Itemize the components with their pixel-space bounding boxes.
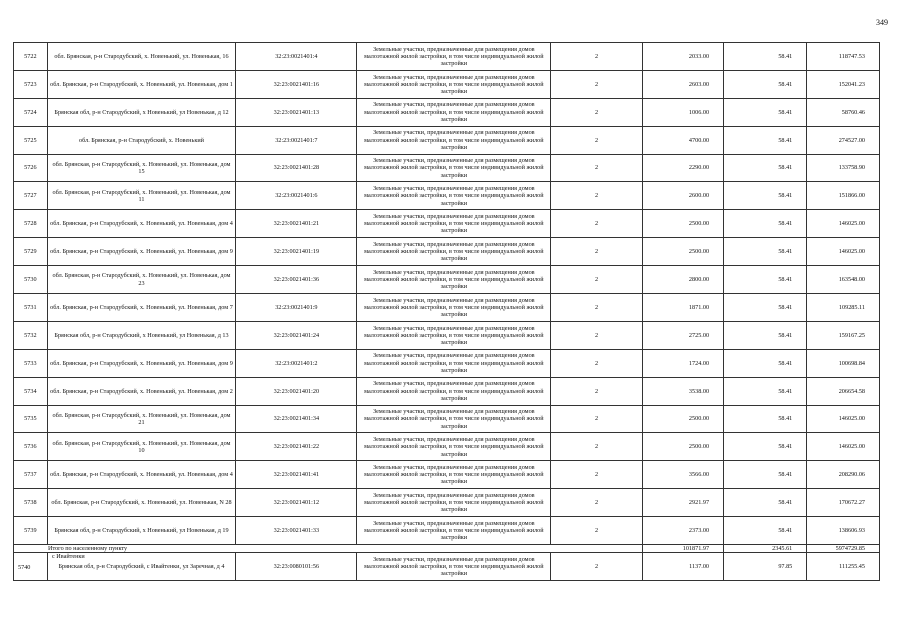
land-use-cell: Земельные участки, предназначенные для размещения домов малоэтажной жилой застройки, в том числе индивидуальной жилой застройки (357, 98, 551, 126)
cadastral-value-cell: 118747.53 (807, 43, 880, 71)
cadastral-value-cell: 109285.11 (807, 294, 880, 322)
locality-name: с Ивайтенки (52, 553, 85, 561)
specific-value-cell: 58.41 (724, 433, 807, 461)
table-row (14, 98, 880, 126)
cadastral-number-cell: 32:23:0021401:9 (236, 294, 357, 322)
cadastral-value-table (13, 42, 880, 581)
address-cell: обл. Брянская, р-н Стародубский, х. Новенький, ул. Новенькая, дом 7 (47, 294, 236, 322)
cadastral-value-cell: 146025.00 (807, 433, 880, 461)
cadastral-value-cell: 159167.25 (807, 321, 880, 349)
area-cell: 1724.00 (642, 349, 723, 377)
land-use-cell: Земельные участки, предназначенные для размещения домов малоэтажной жилой застройки, в том числе индивидуальной жилой застройки (357, 377, 551, 405)
row-number: 5731 (14, 294, 48, 322)
group-cell: 2 (551, 126, 643, 154)
area-cell: 2600.00 (642, 182, 723, 210)
address-cell: обл. Брянская, р-н Стародубский, х. Новенький, ул. Новенькая, дом 1 (47, 70, 236, 98)
group-cell: 2 (551, 461, 643, 489)
specific-value-cell: 58.41 (724, 405, 807, 433)
cadastral-number-cell: 32:23:0021401:24 (236, 321, 357, 349)
cadastral-number-cell: 32:23:0021401:21 (236, 210, 357, 238)
land-use-cell: Земельные участки, предназначенные для размещения домов малоэтажной жилой застройки, в том числе индивидуальной жилой застройки (357, 43, 551, 71)
address-cell: обл. Брянская, р-н Стародубский, х. Новенький, ул. Новенькая, N 28 (47, 489, 236, 517)
locality-header-cell (14, 553, 85, 581)
group-cell: 2 (551, 266, 643, 294)
table-row (14, 433, 880, 461)
group-cell: 2 (551, 321, 643, 349)
cadastral-number-cell: 32:23:0021401:22 (236, 433, 357, 461)
specific-value-cell: 58.41 (724, 210, 807, 238)
land-use-cell: Земельные участки, предназначенные для размещения домов малоэтажной жилой застройки, в том числе индивидуальной жилой застройки (357, 489, 551, 517)
address-cell: обл. Брянская, р-н Стародубский, х. Новенький, ул. Новенькая, дом 4 (47, 210, 236, 238)
table-row (14, 405, 880, 433)
table-row (14, 182, 880, 210)
total-label: Итого по населенному пункту (14, 545, 643, 553)
table-body (14, 43, 880, 581)
table-row (14, 210, 880, 238)
group-cell: 2 (551, 182, 643, 210)
total-value: 5974729.85 (807, 545, 880, 553)
group-cell: 2 (551, 98, 643, 126)
area-cell: 2800.00 (642, 266, 723, 294)
row-number: 5730 (14, 266, 48, 294)
address-cell: обл. Брянская, р-н Стародубский, х. Новенький, ул. Новенькая, 16 (47, 43, 236, 71)
cadastral-value-cell: 58760.46 (807, 98, 880, 126)
area-cell: 2290.00 (642, 154, 723, 182)
group-cell: 2 (551, 517, 643, 545)
cadastral-number-cell: 32:23:0021401:33 (236, 517, 357, 545)
cadastral-value-cell: 163548.00 (807, 266, 880, 294)
specific-value-cell: 58.41 (724, 266, 807, 294)
land-use-cell: Земельные участки, предназначенные для размещения домов малоэтажной жилой застройки, в том числе индивидуальной жилой застройки (357, 70, 551, 98)
address-cell: обл. Брянская, р-н Стародубский, х. Новенький, ул. Новенькая, дом 2 (47, 377, 236, 405)
table-row (14, 238, 880, 266)
specific-value-cell: 58.41 (724, 43, 807, 71)
row-number: 5723 (14, 70, 48, 98)
cadastral-number-cell: 32:23:0021401:12 (236, 489, 357, 517)
area-cell: 1871.00 (642, 294, 723, 322)
land-use-cell: Земельные участки, предназначенные для размещения домов малоэтажной жилой застройки, в том числе индивидуальной жилой застройки (357, 433, 551, 461)
cadastral-value-cell: 100698.84 (807, 349, 880, 377)
row-number: 5726 (14, 154, 48, 182)
specific-value-cell: 58.41 (724, 238, 807, 266)
specific-value-cell: 58.41 (724, 154, 807, 182)
area-cell: 3538.00 (642, 377, 723, 405)
cadastral-value-cell: 152041.23 (807, 70, 880, 98)
page-number: 349 (876, 18, 888, 27)
area-cell: 1006.00 (642, 98, 723, 126)
specific-value-cell: 58.41 (724, 517, 807, 545)
specific-value-cell: 58.41 (724, 349, 807, 377)
total-rate: 2345.61 (724, 545, 807, 553)
area-cell: 2603.00 (642, 70, 723, 98)
address-cell: обл. Брянская, р-н Стародубский, х. Новенький, ул. Новенькая, дом 9 (47, 238, 236, 266)
address-cell: Брянская обл, р-н Стародубский, х Новенький, ул Новенькая, д 12 (47, 98, 236, 126)
specific-value-cell: 58.41 (724, 182, 807, 210)
table-row (14, 43, 880, 71)
land-use-cell: Земельные участки, предназначенные для размещения домов малоэтажной жилой застройки, в том числе индивидуальной жилой застройки (357, 349, 551, 377)
area-cell: 4700.00 (642, 126, 723, 154)
address-cell: обл. Брянская, р-н Стародубский, х. Новенький, ул. Новенькая, дом 9 (47, 349, 236, 377)
table-row (14, 294, 880, 322)
table-row (14, 489, 880, 517)
specific-value-cell: 58.41 (724, 70, 807, 98)
land-use-cell: Земельные участки, предназначенные для размещения домов малоэтажной жилой застройки, в том числе индивидуальной жилой застройки (357, 154, 551, 182)
land-use-cell: Земельные участки, предназначенные для размещения домов малоэтажной жилой застройки, в том числе индивидуальной жилой застройки (357, 182, 551, 210)
address-cell: Брянская обл, р-н Стародубский, х Новенький, ул Новенькая, д 19 (47, 517, 236, 545)
table-row (14, 349, 880, 377)
specific-value-cell: 58.41 (724, 377, 807, 405)
row-number: 5734 (14, 377, 48, 405)
area-cell: 2725.00 (642, 321, 723, 349)
cadastral-number-cell: 32:23:0021401:2 (236, 349, 357, 377)
land-use-cell: Земельные участки, предназначенные для размещения домов малоэтажной жилой застройки, в том числе индивидуальной жилой застройки (357, 461, 551, 489)
table-row (14, 70, 880, 98)
row-number: 5729 (14, 238, 48, 266)
cadastral-number-cell: 32:23:0021401:4 (236, 43, 357, 71)
cadastral-number-cell: 32:23:0021401:13 (236, 98, 357, 126)
address-cell: обл. Брянская, р-н Стародубский, х. Новенький, ул. Новенькая, дом 11 (47, 182, 236, 210)
cadastral-number-cell: 32:23:0021401:7 (236, 126, 357, 154)
group-cell: 2 (551, 294, 643, 322)
group-cell: 2 (551, 349, 643, 377)
land-use-cell: Земельные участки, предназначенные для размещения домов малоэтажной жилой застройки, в том числе индивидуальной жилой застройки (357, 126, 551, 154)
row-number: 5732 (14, 321, 48, 349)
area-cell: 2033.00 (642, 43, 723, 71)
row-number: 5736 (14, 433, 48, 461)
group-cell: 2 (551, 238, 643, 266)
cadastral-value-cell: 206654.58 (807, 377, 880, 405)
total-row (14, 545, 880, 553)
table-row (14, 266, 880, 294)
specific-value-cell: 97.85 (724, 553, 807, 581)
group-cell: 2 (551, 433, 643, 461)
land-use-cell: Земельные участки, предназначенные для размещения домов малоэтажной жилой застройки, в том числе индивидуальной жилой застройки (357, 210, 551, 238)
row-number: 5722 (14, 43, 48, 71)
cadastral-value-cell: 111255.45 (807, 553, 880, 581)
row-number: 5727 (14, 182, 48, 210)
area-cell: 1137.00 (642, 553, 723, 581)
table-row (14, 553, 880, 581)
group-cell: 2 (551, 553, 643, 581)
area-cell: 2500.00 (642, 210, 723, 238)
cadastral-value-cell: 274527.00 (807, 126, 880, 154)
group-cell: 2 (551, 210, 643, 238)
area-cell: 2500.00 (642, 238, 723, 266)
cadastral-number-cell: 32:23:0021401:34 (236, 405, 357, 433)
row-number: 5724 (14, 98, 48, 126)
row-number: 5728 (14, 210, 48, 238)
cadastral-value-cell: 138606.93 (807, 517, 880, 545)
row-number: 5733 (14, 349, 48, 377)
specific-value-cell: 58.41 (724, 489, 807, 517)
table-row (14, 126, 880, 154)
area-cell: 2500.00 (642, 433, 723, 461)
cadastral-number-cell: 32:23:0080101:56 (236, 553, 357, 581)
address-cell: обл. Брянская, р-н Стародубский, х. Новенький, ул. Новенькая, дом 4 (47, 461, 236, 489)
cadastral-number-cell: 32:23:0021401:41 (236, 461, 357, 489)
row-number: 5738 (14, 489, 48, 517)
address-cell: обл. Брянская, р-н Стародубский, х. Новенький, ул. Новенькая, дом 15 (47, 154, 236, 182)
row-number: 5735 (14, 405, 48, 433)
table-row (14, 321, 880, 349)
table-row (14, 377, 880, 405)
cadastral-value-cell: 208290.06 (807, 461, 880, 489)
address-cell: обл. Брянская, р-н Стародубский, х. Новенький, ул. Новенькая, дом 21 (47, 405, 236, 433)
specific-value-cell: 58.41 (724, 98, 807, 126)
specific-value-cell: 58.41 (724, 461, 807, 489)
cadastral-value-cell: 151866.00 (807, 182, 880, 210)
address-cell: обл. Брянская, р-н Стародубский, х. Новенький (47, 126, 236, 154)
address-cell: обл. Брянская, р-н Стародубский, х. Новенький, ул. Новенькая, дом 23 (47, 266, 236, 294)
table-row (14, 154, 880, 182)
cadastral-value-cell: 146025.00 (807, 210, 880, 238)
cadastral-number-cell: 32:23:0021401:36 (236, 266, 357, 294)
land-use-cell: Земельные участки, предназначенные для размещения домов малоэтажной жилой застройки, в том числе индивидуальной жилой застройки (357, 238, 551, 266)
row-number: 5725 (14, 126, 48, 154)
row-number: 5737 (14, 461, 48, 489)
cadastral-value-cell: 133758.90 (807, 154, 880, 182)
address-cell: Брянская обл, р-н Стародубский, х Новенький, ул Новенькая, д 13 (47, 321, 236, 349)
specific-value-cell: 58.41 (724, 126, 807, 154)
address-cell: Брянская обл, р-н Стародубский, с Ивайтенки, ул Заречная, д 4 (47, 553, 236, 581)
cadastral-number-cell: 32:23:0021401:19 (236, 238, 357, 266)
cadastral-number-cell: 32:23:0021401:28 (236, 154, 357, 182)
land-use-cell: Земельные участки, предназначенные для размещения домов малоэтажной жилой застройки, в том числе индивидуальной жилой застройки (357, 294, 551, 322)
address-cell: обл. Брянская, р-н Стародубский, х. Новенький, ул. Новенькая, дом 10 (47, 433, 236, 461)
cadastral-number-cell: 32:23:0021401:20 (236, 377, 357, 405)
cadastral-value-cell: 146025.00 (807, 238, 880, 266)
land-use-cell: Земельные участки, предназначенные для размещения домов малоэтажной жилой застройки, в том числе индивидуальной жилой застройки (357, 321, 551, 349)
group-cell: 2 (551, 489, 643, 517)
area-cell: 3566.00 (642, 461, 723, 489)
group-cell: 2 (551, 405, 643, 433)
land-use-cell: Земельные участки, предназначенные для размещения домов малоэтажной жилой застройки, в том числе индивидуальной жилой застройки (357, 553, 551, 581)
row-number: 5740 (18, 564, 31, 572)
specific-value-cell: 58.41 (724, 294, 807, 322)
area-cell: 2500.00 (642, 405, 723, 433)
row-number: 5739 (14, 517, 48, 545)
table-row (14, 461, 880, 489)
total-area: 101871.97 (642, 545, 723, 553)
table-row (14, 517, 880, 545)
cadastral-value-cell: 146025.00 (807, 405, 880, 433)
area-cell: 2921.97 (642, 489, 723, 517)
group-cell: 2 (551, 154, 643, 182)
specific-value-cell: 58.41 (724, 321, 807, 349)
group-cell: 2 (551, 43, 643, 71)
cadastral-value-cell: 170672.27 (807, 489, 880, 517)
area-cell: 2373.00 (642, 517, 723, 545)
land-use-cell: Земельные участки, предназначенные для размещения домов малоэтажной жилой застройки, в том числе индивидуальной жилой застройки (357, 266, 551, 294)
cadastral-number-cell: 32:23:0021401:6 (236, 182, 357, 210)
land-use-cell: Земельные участки, предназначенные для размещения домов малоэтажной жилой застройки, в том числе индивидуальной жилой застройки (357, 405, 551, 433)
group-cell: 2 (551, 70, 643, 98)
cadastral-number-cell: 32:23:0021401:16 (236, 70, 357, 98)
group-cell: 2 (551, 377, 643, 405)
land-use-cell: Земельные участки, предназначенные для размещения домов малоэтажной жилой застройки, в том числе индивидуальной жилой застройки (357, 517, 551, 545)
